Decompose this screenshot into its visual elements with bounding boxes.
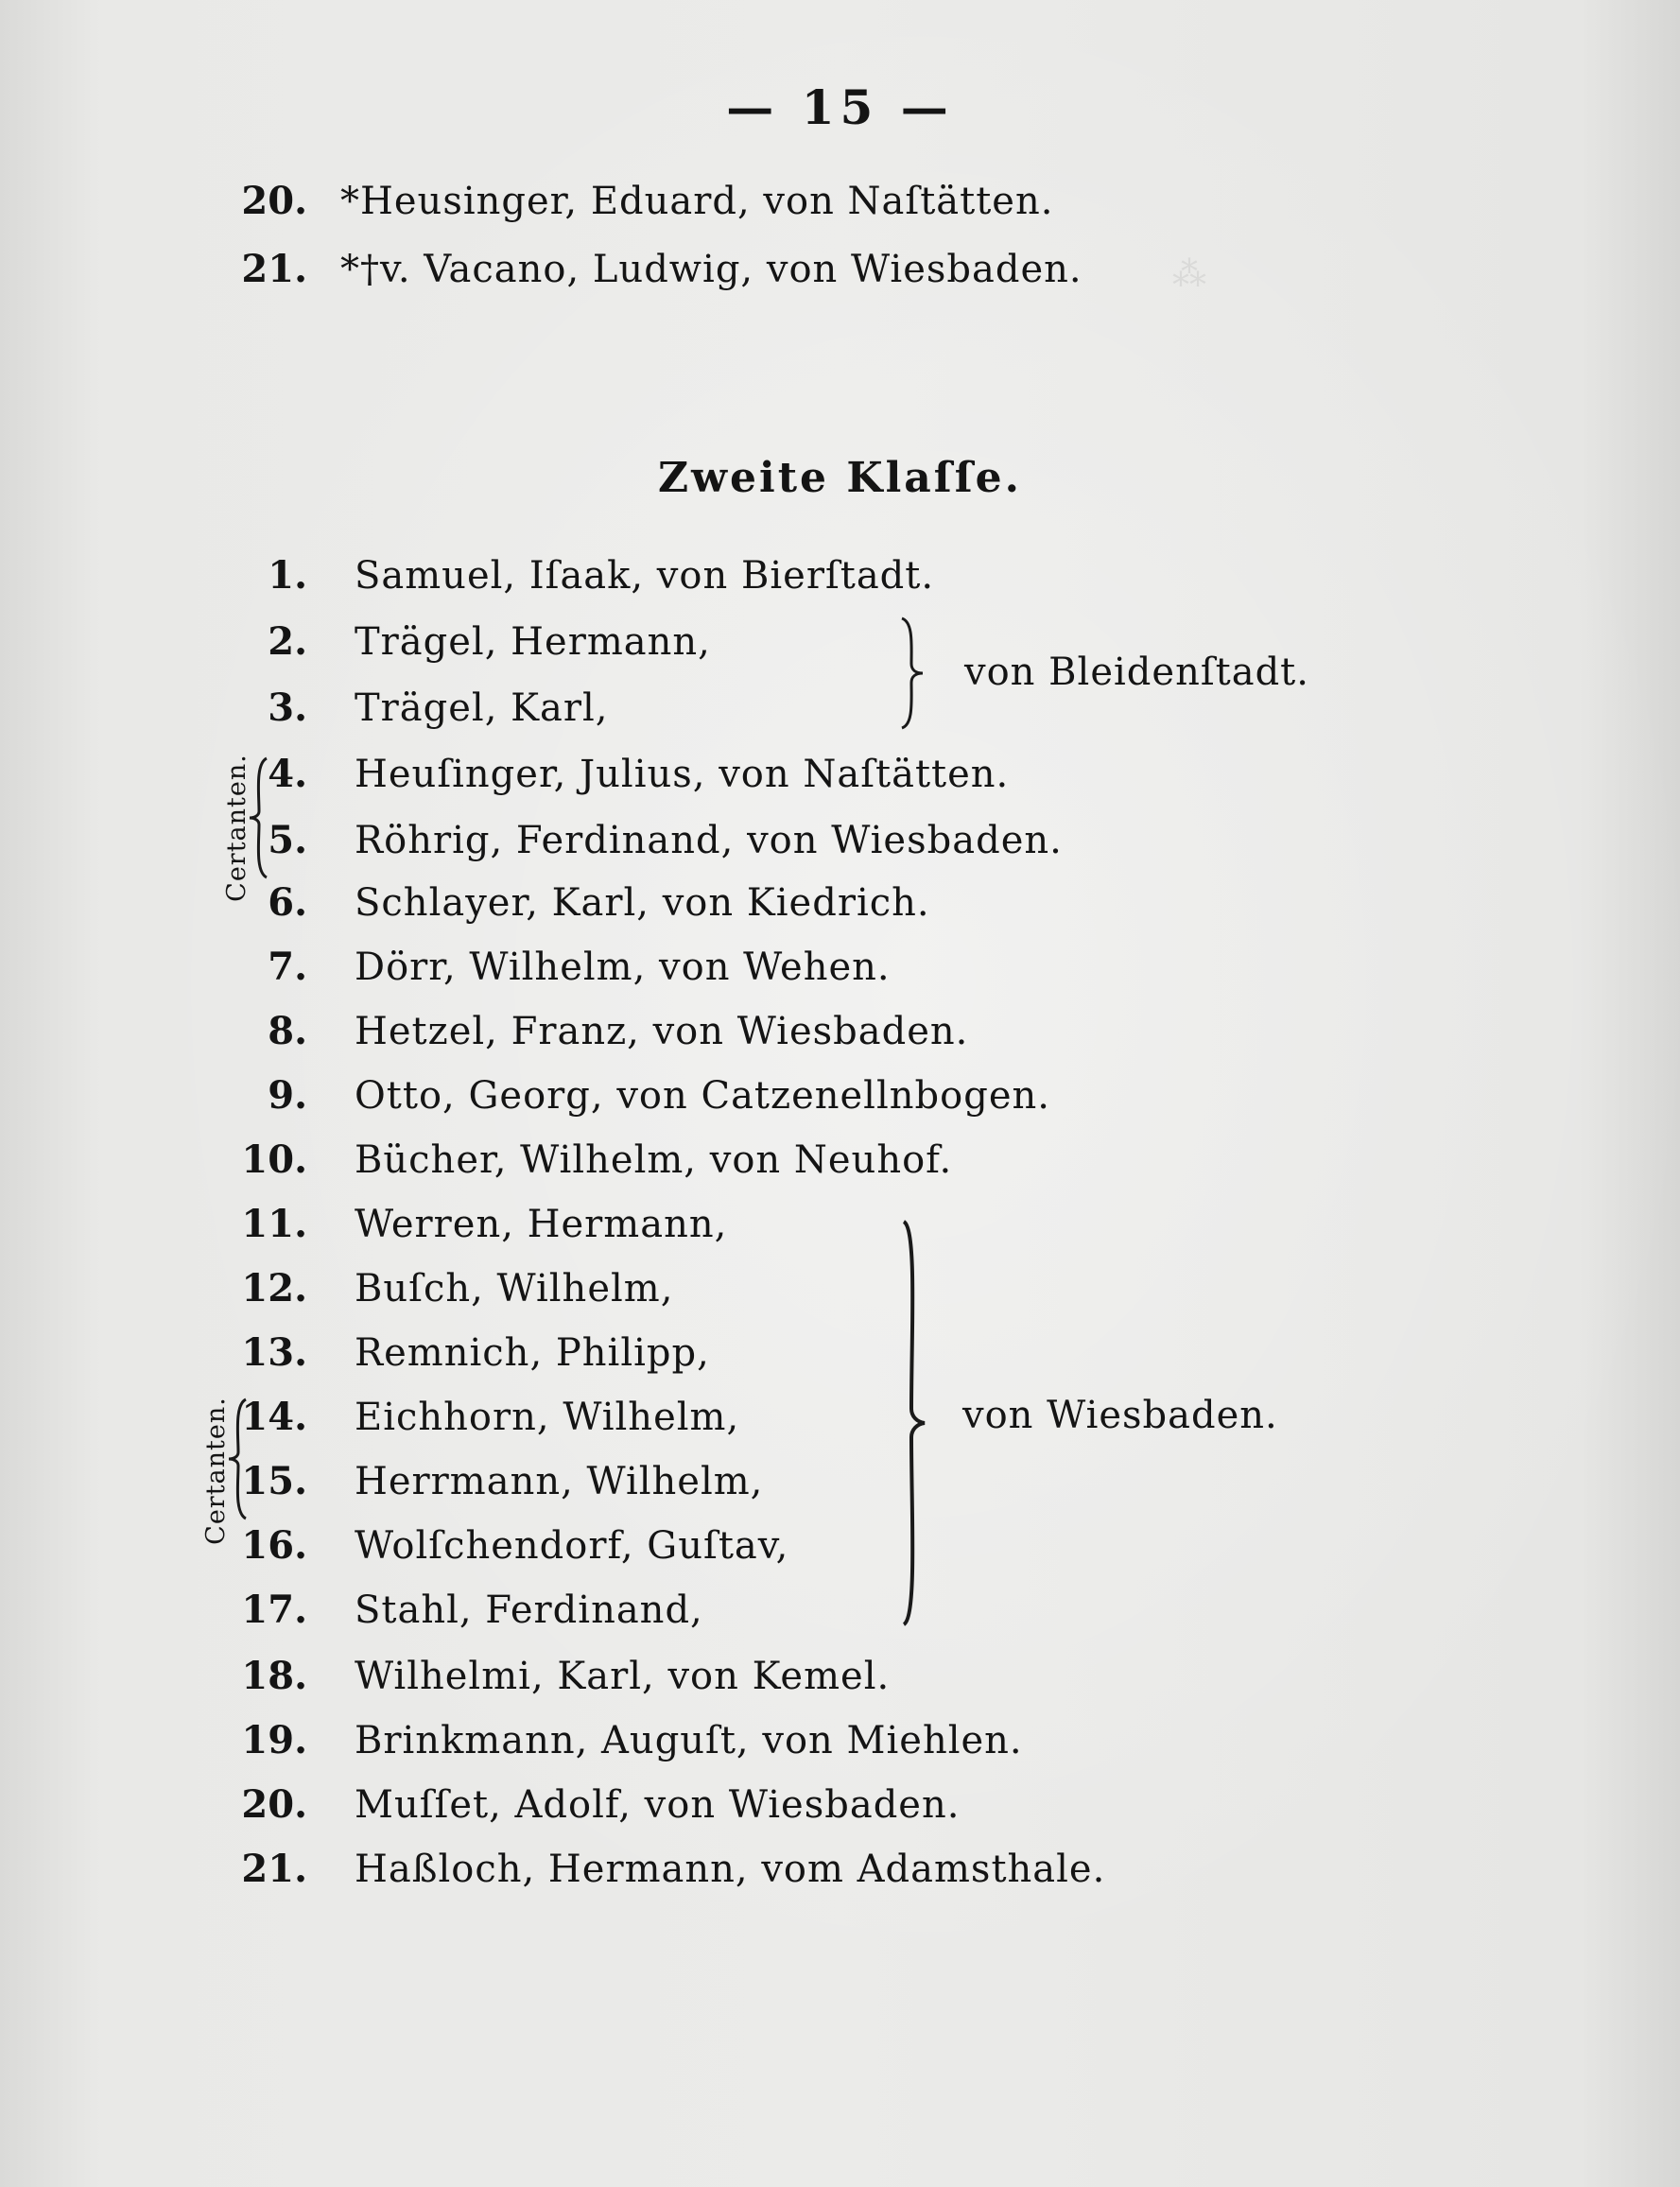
entry-number: 15.	[241, 1459, 307, 1503]
entry-text: Trägel, Hermann,	[355, 620, 711, 664]
entry-text: Brinkmann, Auguſt, von Miehlen.	[355, 1719, 1023, 1762]
list-item	[0, 1513, 1680, 1579]
entry-text: Bücher, Wilhelm, von Neuhof.	[355, 1138, 953, 1182]
margin-label-upper: Certanten.	[221, 754, 251, 902]
entry-number: 9.	[268, 1073, 307, 1118]
entry-number: 16.	[241, 1523, 307, 1568]
entry-text: Muſſet, Adolf, von Wiesbaden.	[355, 1783, 961, 1827]
entry-number: 8.	[268, 1009, 307, 1053]
entry-number: 3.	[268, 686, 307, 730]
entry-text: Remnich, Philipp,	[355, 1331, 710, 1375]
list-item	[0, 1320, 1680, 1386]
entry-text: Herrmann, Wilhelm,	[355, 1460, 764, 1503]
entry-text: Eichhorn, Wilhelm,	[355, 1396, 740, 1439]
entry-number: 17.	[241, 1588, 307, 1632]
right-brace-icon	[900, 1220, 928, 1626]
entry-number: 4.	[268, 752, 307, 796]
entry-number: 6.	[268, 880, 307, 925]
entry-text: Dörr, Wilhelm, von Wehen.	[355, 946, 891, 989]
entry-text: Otto, Georg, von Catzenellnbogen.	[355, 1074, 1050, 1118]
list-item	[0, 934, 1680, 1000]
list-item	[0, 1127, 1680, 1193]
entry-number: 2.	[268, 619, 307, 664]
entry-text: Haßloch, Hermann, vom Adamsthale.	[355, 1848, 1106, 1891]
entry-text: Werren, Hermann,	[355, 1203, 728, 1246]
entry-text: Trägel, Karl,	[355, 686, 609, 730]
list-item	[0, 998, 1680, 1065]
page-number: — 15 —	[726, 79, 954, 135]
left-brace-icon	[248, 756, 270, 879]
entry-number: 10.	[241, 1137, 307, 1182]
left-brace-icon	[227, 1397, 250, 1520]
list-item	[0, 1191, 1680, 1258]
bleed-through-text: ⁂	[1172, 255, 1210, 294]
group-label-wiesbaden: von Wiesbaden.	[962, 1394, 1278, 1437]
list-item	[0, 1063, 1680, 1129]
entry-text: Stahl, Ferdinand,	[355, 1588, 703, 1632]
entry-number: 11.	[241, 1202, 307, 1246]
list-item	[0, 1256, 1680, 1322]
entry-text: Wilhelmi, Karl, von Kemel.	[355, 1655, 891, 1698]
list-item	[0, 1449, 1680, 1515]
entry-number: 20.	[241, 179, 307, 223]
right-brace-icon	[898, 616, 927, 730]
entry-number: 20.	[241, 1782, 307, 1827]
entry-number: 12.	[241, 1266, 307, 1310]
list-item	[0, 543, 1680, 609]
entry-text: *†v. Vacano, Ludwig, von Wiesbaden.	[340, 248, 1082, 291]
list-item	[0, 1772, 1680, 1838]
entry-number: 18.	[241, 1654, 307, 1698]
entry-text: Wolſchendorf, Guſtav,	[355, 1524, 789, 1568]
entry-text: Schlayer, Karl, von Kiedrich.	[355, 881, 930, 925]
entry-text: Röhrig, Ferdinand, von Wiesbaden.	[355, 819, 1063, 862]
list-item	[0, 1643, 1680, 1710]
entry-number: 21.	[241, 247, 307, 291]
entry-text: Buſch, Wilhelm,	[355, 1267, 674, 1310]
entry-number: 7.	[268, 945, 307, 989]
entry-number: 19.	[241, 1718, 307, 1762]
entry-text: Hetzel, Franz, von Wiesbaden.	[355, 1010, 969, 1053]
list-item	[0, 609, 1680, 675]
entry-number: 14.	[241, 1395, 307, 1439]
list-item	[0, 1384, 1680, 1450]
entry-number: 13.	[241, 1330, 307, 1375]
entry-number: 1.	[268, 553, 307, 598]
list-item	[0, 1708, 1680, 1774]
entry-number: 21.	[241, 1847, 307, 1891]
list-item	[0, 1577, 1680, 1643]
entry-text: Heuſinger, Julius, von Naſtätten.	[355, 753, 1010, 796]
entry-number: 5.	[268, 818, 307, 862]
list-item	[0, 168, 1680, 234]
list-item	[0, 1836, 1680, 1902]
entry-text: Samuel, Iſaak, von Bierſtadt.	[355, 554, 935, 598]
list-item	[0, 870, 1680, 936]
group-label-bleidenstadt: von Bleidenſtadt.	[964, 651, 1309, 694]
section-heading: Zweite Klaſſe.	[658, 454, 1022, 502]
entry-text: *Heusinger, Eduard, von Naſtätten.	[340, 180, 1054, 223]
margin-label-lower: Certanten.	[200, 1397, 231, 1545]
list-item	[0, 236, 1680, 303]
list-item	[0, 675, 1680, 741]
